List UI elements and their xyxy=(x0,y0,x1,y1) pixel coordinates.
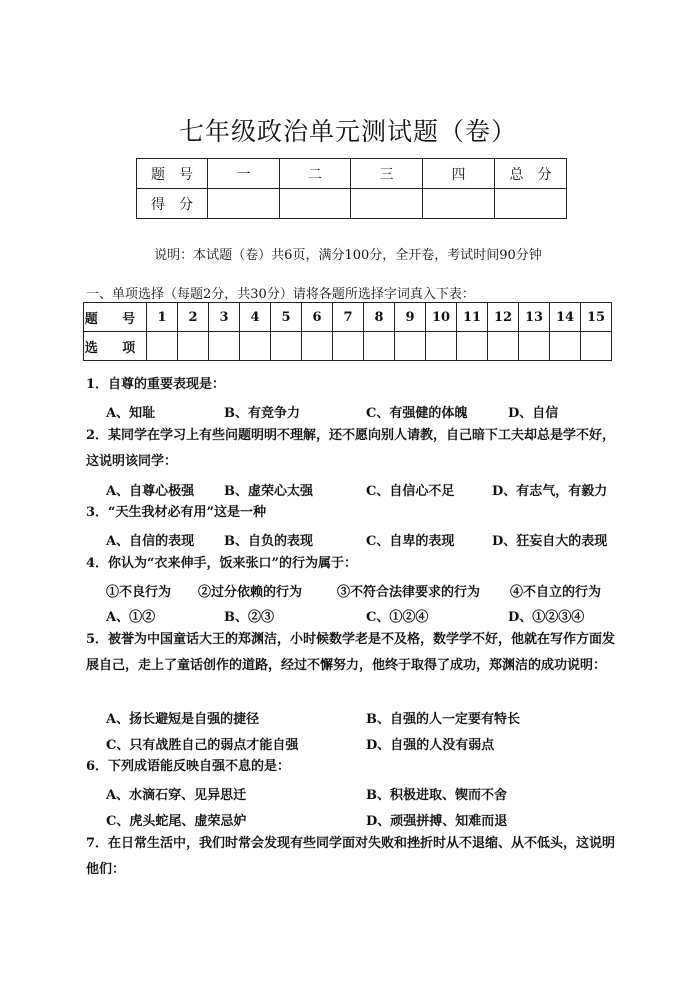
exam-title: 七年级政治单元测试题（卷） xyxy=(178,117,517,146)
score-header-cell: 二 xyxy=(280,159,351,189)
answer-choice-cell[interactable] xyxy=(302,332,333,361)
option[interactable]: C、自卑的表现 xyxy=(366,534,455,549)
score-table-header-row xyxy=(137,159,567,189)
option[interactable]: B、积极进取、锲而不舍 xyxy=(366,788,507,803)
question-3: 3．“天生我材必有用”这是一种 xyxy=(86,505,267,520)
score-table xyxy=(136,158,567,219)
answer-number-cell: 14 xyxy=(550,303,581,332)
answer-choice-cell[interactable] xyxy=(426,332,457,361)
option[interactable]: A、自尊心极强 xyxy=(106,484,195,499)
option[interactable]: C、有强健的体魄 xyxy=(366,406,468,421)
answer-number-cell: 4 xyxy=(240,303,271,332)
answer-choice-cell[interactable] xyxy=(457,332,488,361)
option[interactable]: C、只有战胜自己的弱点才能自强 xyxy=(106,738,299,753)
statement-item: ③不符合法律要求的行为 xyxy=(337,585,481,600)
section-heading: 一、单项选择（每题2分，共30分）请将各题所选择字词真入下表： xyxy=(86,287,475,302)
option[interactable]: B、有竞争力 xyxy=(224,406,300,421)
statement-item: ②过分依赖的行为 xyxy=(198,585,303,600)
answer-choice-cell[interactable] xyxy=(178,332,209,361)
option[interactable]: A、①② xyxy=(106,610,156,625)
score-header-cell: 题 号 xyxy=(137,159,208,189)
answer-choice-cell[interactable] xyxy=(550,332,581,361)
option[interactable]: C、虎头蛇尾、虚荣忌妒 xyxy=(106,814,247,829)
option[interactable]: D、自信 xyxy=(508,406,559,421)
answer-choice-cell[interactable] xyxy=(395,332,426,361)
question-2: 2．某同学在学习上有些问题明明不理解，还不愿向别人请教，自己暗下工夫却总是学不好，这说明该同学： xyxy=(86,428,616,469)
score-cell[interactable] xyxy=(495,189,567,219)
answer-choice-cell[interactable] xyxy=(364,332,395,361)
option[interactable]: C、①②④ xyxy=(366,610,429,625)
answer-number-cell: 15 xyxy=(581,303,612,332)
answer-choice-cell[interactable] xyxy=(240,332,271,361)
score-header-cell: 四 xyxy=(423,159,495,189)
option[interactable]: C、自信心不足 xyxy=(366,484,455,499)
answer-number-cell: 5 xyxy=(271,303,302,332)
answer-choice-cell[interactable] xyxy=(333,332,364,361)
answer-number-cell: 6 xyxy=(302,303,333,332)
answer-choice-cell[interactable] xyxy=(147,332,178,361)
answer-number-cell: 1 xyxy=(147,303,178,332)
answer-number-cell: 13 xyxy=(519,303,550,332)
question-1: 1．自尊的重要表现是： xyxy=(86,377,226,392)
answer-number-cell: 3 xyxy=(209,303,240,332)
answer-number-cell: 11 xyxy=(457,303,488,332)
answer-option-row xyxy=(84,332,612,361)
score-header-cell: 一 xyxy=(208,159,280,189)
option[interactable]: A、扬长避短是自强的捷径 xyxy=(106,712,260,727)
option[interactable]: B、自强的人一定要有特长 xyxy=(366,712,520,727)
exam-instructions: 说明：本试题（卷）共6页，满分100分，全开卷，考试时间90分钟 xyxy=(154,248,542,263)
question-6: 6．下列成语能反映自强不息的是： xyxy=(86,759,291,774)
statement-item: ①不良行为 xyxy=(106,585,172,600)
answer-choice-cell[interactable] xyxy=(581,332,612,361)
option[interactable]: B、②③ xyxy=(224,610,274,625)
answer-table xyxy=(83,302,612,361)
answer-number-cell: 12 xyxy=(488,303,519,332)
option[interactable]: A、自信的表现 xyxy=(106,534,195,549)
option[interactable]: D、自强的人没有弱点 xyxy=(366,738,495,753)
question-4: 4．你认为“衣来伸手，饭来张口”的行为属于： xyxy=(86,556,358,571)
score-header-cell: 总 分 xyxy=(495,159,567,189)
answer-choice-cell[interactable] xyxy=(488,332,519,361)
score-cell[interactable] xyxy=(280,189,351,219)
answer-choice-cell[interactable] xyxy=(271,332,302,361)
score-table-value-row xyxy=(137,189,567,219)
option[interactable]: D、有志气，有毅力 xyxy=(492,484,608,499)
score-row-label: 得 分 xyxy=(137,189,208,219)
question-5: 5．被誉为中国童话大王的郑渊洁，小时候数学老是不及格，数学学不好，他就在写作方面发展自己，走上了童话创作的道路，经过不懈努力，他终于取得了成功，郑渊洁的成功说明： xyxy=(86,632,616,673)
score-cell[interactable] xyxy=(423,189,495,219)
option[interactable]: D、①②③④ xyxy=(508,610,585,625)
score-cell[interactable] xyxy=(208,189,280,219)
answer-number-cell: 10 xyxy=(426,303,457,332)
answer-number-cell: 8 xyxy=(364,303,395,332)
statement-item: ④不自立的行为 xyxy=(510,585,602,600)
option[interactable]: B、虚荣心太强 xyxy=(224,484,313,499)
option[interactable]: D、顽强拼搏、知难而退 xyxy=(366,814,508,829)
score-header-cell: 三 xyxy=(351,159,423,189)
question-7: 7．在日常生活中，我们时常会发现有些同学面对失败和挫折时从不退缩、从不低头，这说明他们： xyxy=(86,836,616,877)
option[interactable]: A、知耻 xyxy=(106,406,156,421)
answer-number-cell: 9 xyxy=(395,303,426,332)
option[interactable]: D、狂妄自大的表现 xyxy=(492,534,608,549)
answer-number-row xyxy=(84,303,612,332)
answer-row-label: 选 项 xyxy=(84,332,147,361)
answer-number-cell: 7 xyxy=(333,303,364,332)
score-cell[interactable] xyxy=(351,189,423,219)
option[interactable]: B、自负的表现 xyxy=(224,534,313,549)
answer-choice-cell[interactable] xyxy=(209,332,240,361)
option[interactable]: A、水滴石穿、见异思迁 xyxy=(106,788,247,803)
answer-row-label: 题 号 xyxy=(84,303,147,332)
answer-number-cell: 2 xyxy=(178,303,209,332)
answer-choice-cell[interactable] xyxy=(519,332,550,361)
